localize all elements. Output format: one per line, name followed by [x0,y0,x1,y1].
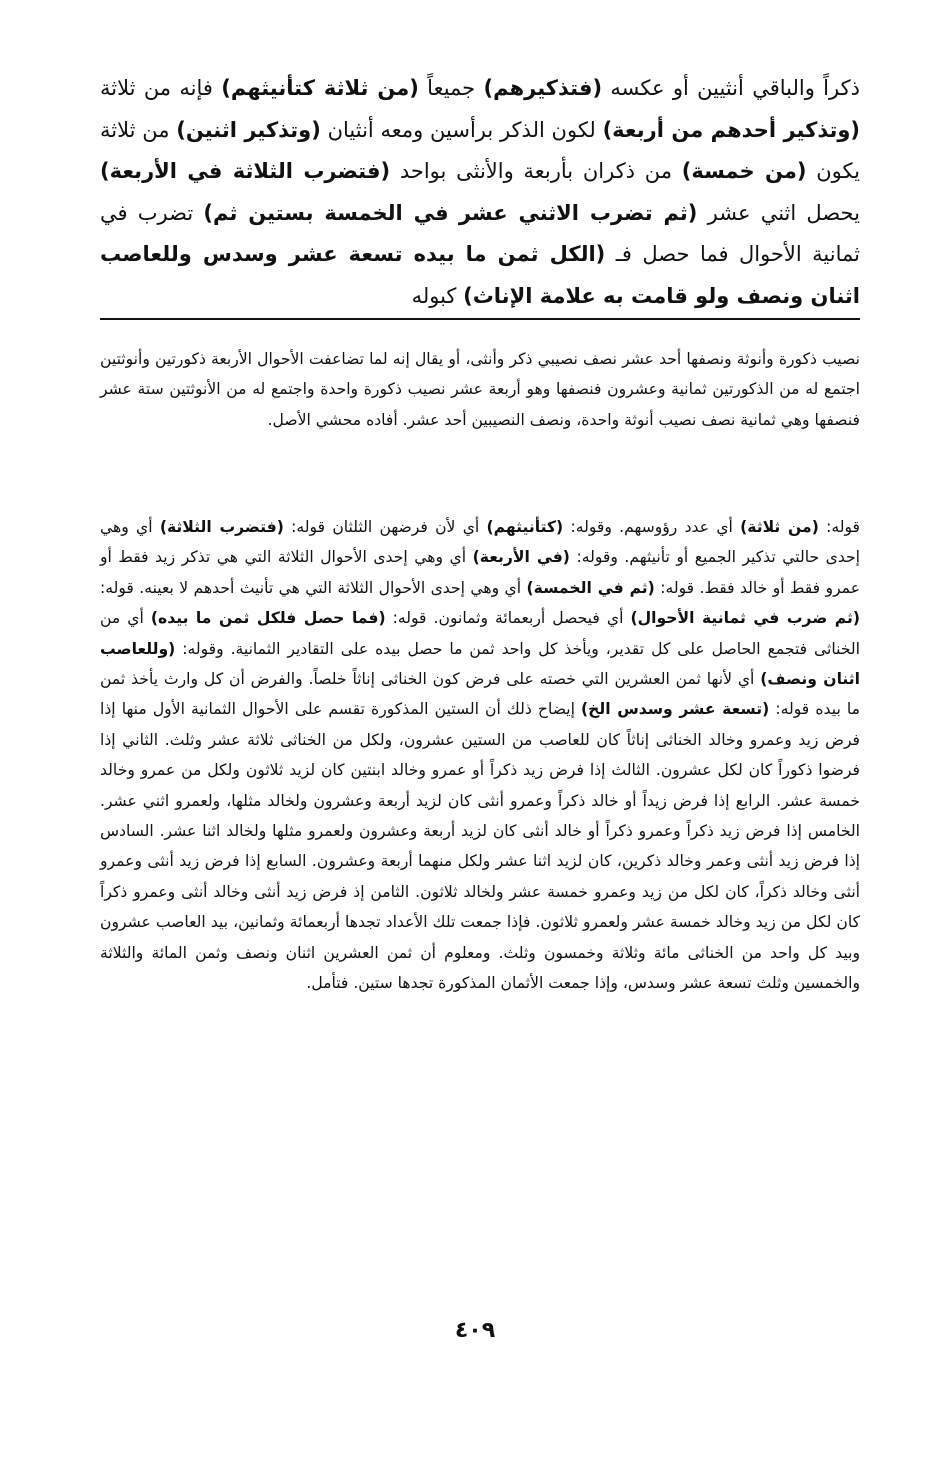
commentary-text: أي وهي إحدى الأحوال الثلاثة التي هي تذكر زيد فقط أو عمرو فقط أو خالد فقط. قوله: [100,548,860,597]
commentary-text: أي لأنها ثمن العشرين التي خصته على فرض كون الخناثى إناثاً خلصاً. والفرض أن كل وارث يأخذ ثمن ما بيده قوله: [100,670,861,719]
main-text-segment: من ثلاثة يكون [100,117,860,183]
commentary-text: إيضاح ذلك أن الستين المذكورة تقسم على الأحوال الثمانية الأول منها إذا فرض زيد وعمرو وخالد الخناثى إناثاً كان للعاصب من الستين عشرون، ولكل من الخناثى ثلاثة عشر وثلث. الثاني إذا فرضوا ذكوراً كان لكل عشرون. الثالث إذا فرض زيد ذكراً أو عمرو وخالد ابنتين كان لزيد ثلاثون ولكل من عمرو وخالد خمسة عشر. الرابع إذا فرض زيداً أو خالد ذكراً وعمرو أنثى كان لزيد أربعة وعشرون ولخالد مثلها، ولعمرو اثني عشر. الخامس إذا فرض زيد ذكراً وعمرو ذكراً أو خالد أنثى كان لزيد أربعة وعشرون ولعمرو مثلها ولخالد اثنا عشر. السادس إذا فرض زيد أنثى وعمر وخالد ذكرين، كان لزيد اثنا عشر ولكل منهما أربعة وعشرون. السابع إذا فرض زيد أنثى وعمرو أنثى وخالد ذكراً، كان لكل من زيد وعمرو خمسة عشر ولخالد ثلاثون. الثامن إذ فرض زيد أنثى وخالد أنثى وعمرو ذكراً كان لكل من زيد وخالد خمسة عشر ولعمرو ثلاثون. فإذا جمعت تلك الأعداد تجدها أربعمائة وثمانين، بيد العاصب عشرون وبيد كل واحد من الخناثى مائة وثلاثة وخمسون وثلث. ومعلوم أن ثمن العشرين اثنان ونصف وثمن المائة والثلاثة والخمسين وثلث تسعة عشر وسدس، وإذا جمعت الأثمان المذكورة تجدها ستين. فتأمل. [100,700,860,993]
commentary-text: أي وهي إحدى الأحوال الثلاثة التي هي تأنيث أحدهم لا بعينه. قوله: [100,578,527,597]
main-text-segment: لكون الذكر برأسين ومعه أنثيان [327,117,596,142]
main-text-segment: من ذكران بأربعة والأنثى بواحد [399,159,672,183]
page-number: ٤٠٩ [454,1318,496,1343]
main-text-segment: جميعاً [427,76,476,100]
main-text-keyword: (الكل ثمن ما بيده تسعة عشر وسدس وللعاصب اثنان ونصف ولو قامت به علامة الإناث) [100,242,860,308]
commentary-text: أي عدد رؤوسهم. وقوله: [563,518,741,536]
main-text-keyword: (وتذكير اثنين) [176,117,321,142]
main-text-keyword: (وتذكير أحدهم من أربعة) [602,117,860,142]
main-text-segment: كبوله [411,283,457,308]
main-text-keyword: في الخمسة بستين ثم) [203,200,449,225]
commentary-keyword: (من ثلاثة) [740,518,819,536]
commentary-text: قوله: [818,518,860,536]
main-text-keyword: (فتضرب الثلاثة في الأربعة) [100,159,391,183]
main-text-segment: فإنه من ثلاثة [100,76,213,100]
footnote-divider [100,318,860,320]
commentary-keyword: (ثم ضرب في ثمانية الأحوال) [630,609,860,628]
commentary-keyword: (فتضرب الثلاثة) [159,518,284,536]
commentary-keyword: (ثم في الخمسة) [526,578,655,597]
main-text-keyword: (ثم تضرب الاثني عشر [458,200,698,225]
commentary-keyword: (فما حصل فلكل ثمن ما بيده) [150,609,386,628]
commentary-paragraph [100,512,860,999]
commentary-text: أي وهي إحدى حالتي تذكير الجميع أو تأنيثهم. وقوله: [100,518,861,567]
footnote-paragraph: نصيب ذكورة وأنوثة ونصفها أحد عشر نصف نصيبي ذكر وأنثى، أو يقال إنه لما تضاعفت الأحوال الأربعة ذكورتين وأنوثتين اجتمع له من الذكورتين ثمانية وعشرون فنصفها وهو أربعة عشر نصيب ذكورة واحدة واجتمع له من الأنوثتين ستة عشر فنصفها وهي ثمانية نصف نصيب أنوثة واحدة، ونصف النصيبين أحد عشر. أفاده محشي الأصل. [100,350,860,429]
commentary-text: أي من الخناثى فتجمع الحاصل على كل تقدير، ويأخذ كل واحد ثمن ما حصل بيده على التقادير الثمانية. وقوله: [100,609,860,658]
main-text-keyword: (من ثلاثة كتأنيثهم) [221,76,419,100]
commentary-keyword: (تسعة عشر وسدس الخ) [581,700,770,719]
main-text [100,68,860,317]
commentary-keyword: (في الأربعة) [472,548,570,567]
main-text-segment: تضرب في ثمانية الأحوال فما حصل فـ [100,200,860,266]
commentary-keyword: (كتأنيثهم) [486,518,564,536]
commentary-keyword: (وللعاصب اثنان ونصف) [100,639,860,689]
commentary-text: أي فيحصل أربعمائة وثمانون. قوله: [385,609,631,628]
main-text-keyword: (فتذكيرهم) [483,76,603,100]
main-text-segment: ذكراً والباقي أنثيين أو عكسه [610,76,860,100]
main-text-segment: يحصل اثني عشر [707,200,860,225]
main-text-keyword: (من خمسة) [681,159,807,183]
commentary-text: أي لأن فرضهن الثلثان قوله: [283,518,487,536]
